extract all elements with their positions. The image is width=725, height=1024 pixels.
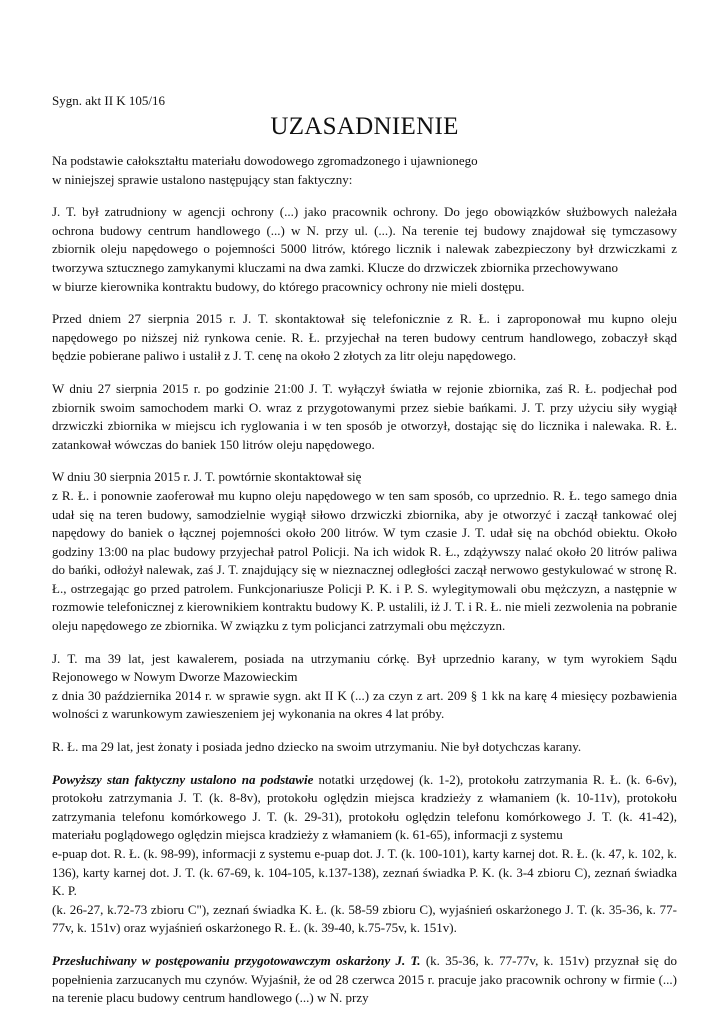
paragraph-4-head: W dniu 30 sierpnia 2015 r. J. T. powtórnie skontaktował się [52,469,362,485]
paragraph-7-lead: Powyższy stan faktyczny ustalono na podstawie [52,771,314,787]
document-title: UZASADNIENIE [270,113,459,140]
paragraph-7 [52,771,677,938]
paragraph-7-part-c: (k. 26-27, k.72-73 zbioru C"), zeznań świadka K. Ł. (k. 58-59 zbioru C), wyjaśnień oskarżonego J. T. (k. 35-36, k. 77-77v, k. 151v) oraz wyjaśnień oskarżonego R. Ł. (k. 39-40, k.75-75v, k. 151v). [52,901,677,936]
paragraph-5-end: z dnia 30 października 2014 r. w sprawie sygn. akt II K (...) za czyn z art. 209 § 1 kk na karę 4 miesięcy pozbawienia wolności z warunkowym zawieszeniem jej wykonania na okres 4 lat próby. [52,687,677,722]
paragraph-5-text: J. T. ma 39 lat, jest kawalerem, posiada na utrzymaniu córkę. Był uprzednio karany, w tym wyrokiem Sądu Rejonowego w Nowym Dworze Mazowieckim [52,650,677,685]
paragraph-4 [52,468,677,635]
paragraph-8-lead: Przesłuchiwany w postępowaniu przygotowawczym oskarżony J. T. [52,952,421,968]
paragraph-5 [52,650,677,724]
paragraph-1 [52,203,677,296]
paragraph-1-text: J. T. był zatrudniony w agencji ochrony (...) jako pracownik ochrony. Do jego obowiązków służbowych należała ochrona budowy centrum handlowego (...) w N. przy ul. (...). Na terenie tej budowy znajdował się tymczasowy zbiornik oleju napędowego o pojemności 5000 litrów, którego licznik i nalewak zabezpieczony był drzwiczkami z tworzywa sztucznego zamykanymi kluczami na dwa zamki. Klucze do drzwiczek zbiornika przechowywano [52,204,677,275]
paragraph-7-text: notatki urzędowej (k. 1-2), protokołu zatrzymania R. Ł. (k. 6-6v), protokołu zatrzymania J. T. (k. 8-8v), protokołu oględzin miejsca kradzieży z włamaniem (k. 10-11v), protokołu zatrzymania telefonu komórkowego J. T. (k. 29-31), protokołu oględzin telefonu komórkowego J. T. (k. 41-42), materiału poglądowego oględzin miejsca kradzieży z włamaniem (k. 61-65), informacji z systemu [52,771,677,843]
paragraph-8 [52,952,677,1008]
paragraph-6: R. Ł. ma 29 lat, jest żonaty i posiada jedno dziecko na swoim utrzymaniu. Nie był dotychczas karany. [52,739,582,755]
paragraph-8-text: (k. 35-36, k. 77-77v, k. 151v) przyznał się do popełnienia zarzucanych mu czynów. Wyjaśnił, że od 28 czerwca 2015 r. pracuje jako pracownik ochrony w firmie (...) na terenie placu budowy centrum handlowego (...) w N. przy [52,952,677,1006]
paragraph-3: W dniu 27 sierpnia 2015 r. po godzinie 21:00 J. T. wyłączył światła w rejonie zbiornika, zaś R. Ł. podjechał pod zbiornik swoim samochodem marki O. wraz z przygotowanymi przez siebie bańkami. J. T. przy użyciu siły wygiął drzwiczki zbiornika w miejscu ich ryglowania i w ten sposób je otworzył, dostając się do licznika i nalewaka. R. Ł. zatankował wówczas do baniek 150 litrów oleju napędowego. [52,380,677,452]
intro-line-2: w niniejszej sprawie ustalono następujący stan faktyczny: [52,171,353,187]
intro-paragraph [52,152,677,189]
document-body [52,152,677,1022]
intro-line-1: Na podstawie całokształtu materiału dowodowego zgromadzonego i ujawnionego [52,153,478,168]
paragraph-4-text: z R. Ł. i ponownie zaoferował mu kupno oleju napędowego w ten sam sposób, co uprzednio. R. Ł. tego samego dnia udał się na teren budowy, samodzielnie wygiął siłowo drzwiczki zbiornika, aby je otworzyć i zaczął tankować olej napędowy do baniek o łącznej pojemności około 200 litrów. W tym czasie J. T. udał się na obchód obiektu. Około godziny 13:00 na plac budowy przyjechał patrol Policji. Na ich widok R. Ł., zdążywszy nalać około 20 litrów paliwa do bańki, odłożył nalewak, zaś J. T. znajdujący się w nieznacznej odległości zaczął nerwowo gestykulować w stronę R. Ł., ostrzegając go przed patrolem. Funkcjonariusze Policji P. K. i P. S. wylegitymowali obu mężczyzn, a następnie w rozmowie telefonicznej z kierownikiem kontraktu budowy K. P. ustalili, iż J. T. i R. Ł. nie mieli zezwolenia na pobranie oleju napędowego ze zbiornika. W związku z tym policjanci zatrzymali obu mężczyzn. [52,487,677,634]
paragraph-7-part-b: e-puap dot. R. Ł. (k. 98-99), informacji z systemu e-puap dot. J. T. (k. 100-101), karty karnej dot. R. Ł. (k. 47, k. 102, k. 136), karty karnej dot. J. T. (k. 67-69, k. 104-105, k.137-138), zeznań świadka P. K. (k. 3-4 zbioru C), zeznań świadka K. P. [52,846,677,899]
paragraph-2: Przed dniem 27 sierpnia 2015 r. J. T. skontaktował się telefonicznie z R. Ł. i zaproponował mu kupno oleju napędowego po niższej niż rynkowa cenie. R. Ł. przyjechał na teren budowy centrum handlowego, zobaczył skąd będzie pobierane paliwo i ustalił z J. T. cenę na około 2 złotych za litr oleju napędowego. [52,311,677,364]
paragraph-1-end: w biurze kierownika kontraktu budowy, do którego pracownicy ochrony nie mieli dostępu. [52,278,525,294]
case-signature: Sygn. akt II K 105/16 [52,93,166,108]
